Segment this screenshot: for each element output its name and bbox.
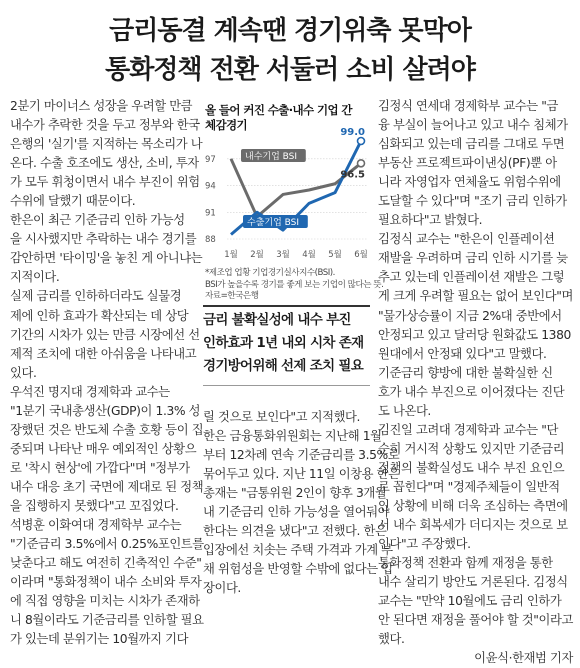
pull-quote-line: 금리 불확실성에 내수 부진 xyxy=(203,312,351,328)
left-column-line: 니 8월이라도 기준금리를 인하할 필요 xyxy=(10,613,204,628)
right-column-line: 안 된다면 재정을 풀어야 할 것"이라고 xyxy=(378,613,573,628)
chart-note-line: BSI가 높을수록 경기를 좋게 보는 기업이 많다는 뜻. xyxy=(205,279,384,290)
middle-column-line: 채 위험성을 반영할 수밖에 없다는 입 xyxy=(203,562,393,577)
x-tick-label: 4월 xyxy=(302,250,316,260)
left-column-line: 2분기 마이너스 성장을 우려할 만큼 xyxy=(10,99,193,113)
x-tick-label: 1월 xyxy=(224,250,238,260)
pull-quote-bottom-rule xyxy=(203,385,370,386)
right-column-line: 원대에서 안정돼 있다"고 말했다. xyxy=(378,346,547,361)
right-column-line: 심화되고 있는데 금리를 그대로 두면 xyxy=(378,137,565,152)
right-column-line: 재발을 우려하며 금리 인하 시기를 늦 xyxy=(378,251,568,266)
right-column-line: 융 부실이 늘어나고 있고 내수 침체가 xyxy=(378,118,568,133)
middle-column-line: 총재는 "금통위원 2인이 향후 3개월 xyxy=(203,486,387,501)
left-column-line: 기간의 시차가 있는 만큼 시장에선 선 xyxy=(10,327,200,342)
left-column xyxy=(10,97,202,649)
headline-line-2: 통화정책 전환 서둘러 소비 살려야 xyxy=(105,55,475,85)
byline: 이윤식·한재범 기자 xyxy=(474,651,573,666)
y-tick-label: 94 xyxy=(205,181,216,192)
left-column-line: 있다. xyxy=(10,365,37,380)
series-end-point xyxy=(358,160,365,167)
middle-column-line: 부터 12차례 연속 기준금리를 3.5%로 xyxy=(203,448,400,463)
left-column-line: 지적이다. xyxy=(10,270,60,285)
left-column-line: 감안하면 '타이밍'을 놓친 게 아니냐는 xyxy=(10,251,203,266)
right-column-line: 도달할 수 있다"며 "조기 금리 인하가 xyxy=(378,194,567,209)
left-column-line: 수위에 달했기 때문이다. xyxy=(10,194,136,209)
right-column-line: 부동산 프로젝트파이낸싱(PF)뿐 아 xyxy=(378,156,557,171)
left-column-line: 은행의 '실기'를 지적하는 목소리가 나 xyxy=(10,137,203,152)
right-column xyxy=(378,97,573,668)
left-column-line: 을 집행하지 못했다"고 꼬집었다. xyxy=(10,498,179,513)
left-column-line: 제적 조치에 대한 아쉬움을 나타내고 xyxy=(10,346,197,361)
y-tick-label: 88 xyxy=(205,235,216,245)
right-column-line: 호가 내수 부진으로 이어졌다는 진단 xyxy=(378,384,565,399)
middle-column-line: 한은 금융통화위원회는 지난해 1월 xyxy=(203,429,382,444)
right-column-line: 정책의 불확실성도 내수 부진 요인으 xyxy=(378,460,565,475)
right-column-line: "물가상승률이 지금 2%대 중반에서 xyxy=(378,308,562,323)
right-column-line: 순히 거시적 상황도 있지만 기준금리 xyxy=(378,441,565,456)
end-value-domestic: 96.5 xyxy=(340,169,365,181)
left-column-line: 장했던 것은 반도체 수출 호황 등이 집 xyxy=(10,422,204,437)
pull-quote-line: 경기방어위해 선제 조치 필요 xyxy=(203,358,364,374)
middle-column-line: 장이다. xyxy=(203,581,241,596)
series-line-domestic xyxy=(231,159,361,217)
chart-note-line: 자료=한국은행 xyxy=(205,291,259,301)
series-end-point xyxy=(358,138,365,145)
left-column-line: 을 시사했지만 추락하는 내수 경기를 xyxy=(10,232,197,247)
left-column-line: 낮춘다고 해도 여전히 긴축적인 수준" xyxy=(10,556,202,571)
middle-column-line: 한다는 의견을 냈다"고 전했다. 한은 xyxy=(203,524,387,539)
left-column-line: 온다. 수출 호조에도 생산, 소비, 투자 xyxy=(10,156,199,171)
left-column-line: 한은이 최근 기준금리 인하 가능성 xyxy=(10,213,185,228)
right-column-line: 게 크게 우려할 필요는 없어 보인다"며 xyxy=(378,289,573,304)
legend-domestic: 내수기업 BSI xyxy=(245,152,298,162)
middle-column-line: 묶어두고 있다. 지난 11일 이창용 한은 xyxy=(203,467,400,482)
right-column-line: 김정식 교수는 "한은이 인플레이션 xyxy=(378,232,555,247)
right-column-line: 로 꼽힌다"며 "경제주체들이 일반적 xyxy=(378,479,560,494)
x-tick-label: 5월 xyxy=(328,250,342,260)
right-column-line: 안정되고 있고 달러당 원화값도 1380 xyxy=(378,327,571,342)
right-column-line: 서 내수 회복세가 더디지는 것으로 보 xyxy=(378,518,568,533)
right-column-line: 김정식 연세대 경제학부 교수는 "금 xyxy=(378,99,558,113)
left-column-line: "1분기 국내총생산(GDP)이 1.3% 성 xyxy=(10,403,201,418)
right-column-line: 니라 자영업자 연체율도 위험수위에 xyxy=(378,175,561,190)
x-tick-label: 2월 xyxy=(250,250,264,260)
middle-column xyxy=(203,408,400,598)
right-column-line: 통화정책 전환과 함께 재정을 통한 xyxy=(378,556,553,571)
middle-column-line: 릴 것으로 보인다"고 지적했다. xyxy=(203,410,361,424)
chart-title-line-2: 체감경기 xyxy=(205,118,248,132)
left-column-line: 내수가 추락한 것을 두고 정부와 한국 xyxy=(10,118,200,133)
right-column-line: 내수 살리기 방안도 거론된다. 김정식 xyxy=(378,575,568,590)
right-column-line: 김진일 고려대 경제학과 교수는 "단 xyxy=(378,422,558,437)
end-value-export: 99.0 xyxy=(340,127,365,138)
left-column-line: "기준금리 3.5%에서 0.25%포인트를 xyxy=(10,537,204,552)
left-column-line: 실제 금리를 인하하더라도 실물경 xyxy=(10,289,182,304)
pull-quote-line: 인하효과 1년 내외 시차 존재 xyxy=(203,335,364,351)
left-column-line: 제에 인하 효과가 확산되는 데 상당 xyxy=(10,308,189,323)
left-column-line: 내수 대응 초기 국면에 제대로 된 정책 xyxy=(10,479,204,494)
right-column-line: 했다. xyxy=(378,632,405,647)
left-column-line: 우석진 명지대 경제학과 교수는 xyxy=(10,384,170,399)
right-column-line: 인다"고 주장했다. xyxy=(378,537,471,552)
x-tick-label: 3월 xyxy=(276,250,290,260)
headline-line-1: 금리동결 계속땐 경기위축 못막아 xyxy=(109,16,471,46)
right-column-line: 도 나온다. xyxy=(378,403,431,418)
y-tick-label: 91 xyxy=(205,208,216,219)
legend-export: 수출기업 BSI xyxy=(247,218,300,228)
left-column-line: 로 '착시 현상'에 가깝다"며 "정부가 xyxy=(10,460,190,475)
pull-quote xyxy=(203,309,373,378)
right-column-line: 필요하다"고 밝혔다. xyxy=(378,213,483,228)
pull-quote-top-rule xyxy=(203,305,370,307)
left-column-line: 중되며 나타난 매우 예외적인 상황으 xyxy=(10,441,197,456)
left-column-line: 이라며 "통화정책이 내수 소비와 투자 xyxy=(10,575,202,590)
y-tick-label: 97 xyxy=(205,154,216,165)
left-column-line: 석병훈 이화여대 경제학부 교수는 xyxy=(10,518,182,533)
right-column-line: 교수는 "만약 10월에도 금리 인하가 xyxy=(378,594,562,609)
line-chart xyxy=(203,101,373,266)
chart-title-line-1: 올 들어 커진 수출·내수 기업 간 xyxy=(205,103,352,117)
middle-column-line: 내 기준금리 인하 가능성을 열어둬야 xyxy=(203,505,390,520)
chart-note-line: *제조업 업황 기업경기실사지수(BSI). xyxy=(205,268,335,278)
chart-note xyxy=(205,268,383,303)
left-column-line: 가 모두 휘청이면서 내수 부진이 위험 xyxy=(10,175,200,190)
chart-box xyxy=(203,101,384,301)
right-column-line: 인 상황에 비해 더욱 조심하는 측면에 xyxy=(378,498,568,513)
x-tick-label: 6월 xyxy=(354,250,368,260)
middle-column-line: 입장에선 치솟는 주택 가격과 가계 부 xyxy=(203,543,393,558)
right-column-line: 추고 있는데 인플레이션 재발은 그렇 xyxy=(378,270,565,285)
left-column-line: 에 직접 영향을 미치는 시차가 존재하 xyxy=(10,594,200,609)
right-column-line: 기준금리 향방에 대한 불확실한 신 xyxy=(378,365,553,380)
left-column-line: 가 있는데 분위기는 10월까지 기다 xyxy=(10,632,189,647)
